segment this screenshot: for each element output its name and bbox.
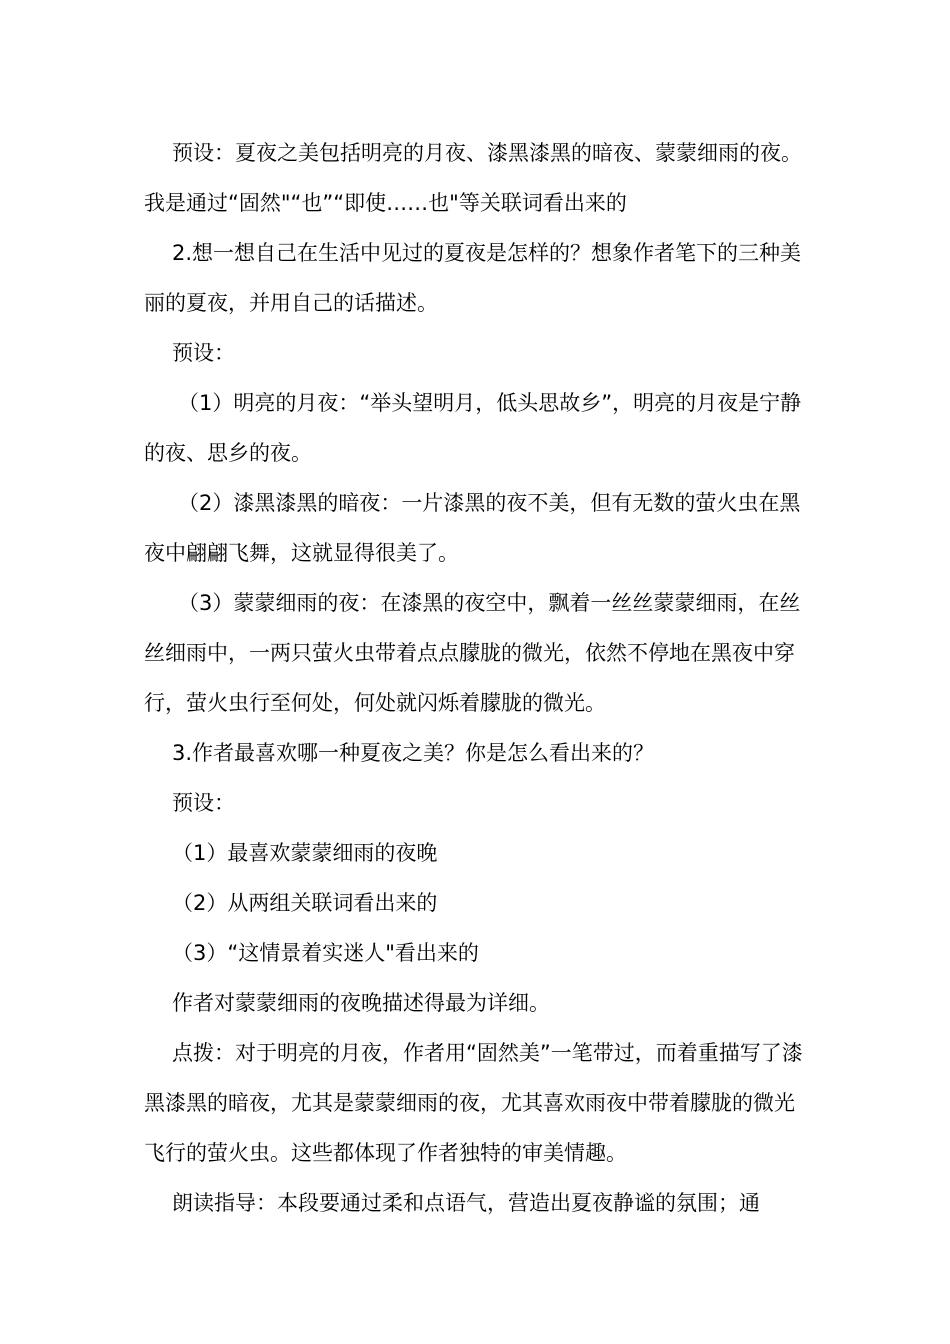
paragraph-answer-2: （2）从两组关联词看出来的	[172, 891, 438, 915]
paragraph-answer-1: （1）最喜欢蒙蒙细雨的夜晚	[172, 841, 438, 865]
paragraph-dark-night: （2）漆黑漆黑的暗夜：一片漆黑的夜不美，但有无数的萤火虫在黑夜中翩翩飞舞，这就显得很美了。	[144, 491, 801, 565]
document-body	[144, 128, 808, 1228]
paragraph-question-2: 2.想一想自己在生活中见过的夏夜是怎样的？想象作者笔下的三种美丽的夏夜，并用自己的话描述。	[144, 241, 802, 315]
paragraph-answer-3: （3）“这情景着实迷人"看出来的	[172, 941, 479, 965]
paragraph-drizzle-night: （3）蒙蒙细雨的夜：在漆黑的夜空中，飘着一丝丝蒙蒙细雨，在丝丝细雨中，一两只萤火虫带着点点朦胧的微光，依然不停地在黑夜中穿行，萤火虫行至何处，何处就闪烁着朦胧的微光。	[144, 591, 801, 715]
paragraph-moonlit-night: （1）明亮的月夜：“举头望明月，低头思故乡”，明亮的月夜是宁静的夜、思乡的夜。	[144, 391, 802, 465]
paragraph-reading-guide: 朗读指导：本段要通过柔和点语气，营造出夏夜静谧的氛围；通	[172, 1191, 760, 1215]
paragraph-preset-summary: 预设：夏夜之美包括明亮的月夜、漆黑漆黑的暗夜、蒙蒙细雨的夜。我是通过“固然"“也”“即使……也"等关联词看出来的	[144, 141, 802, 215]
paragraph-guidance: 点拨：对于明亮的月夜，作者用“固然美”一笔带过，而着重描写了漆黑漆黑的暗夜，尤其是蒙蒙细雨的夜，尤其喜欢雨夜中带着朦胧的微光飞行的萤火虫。这些都体现了作者独特的审美情趣。	[144, 1041, 803, 1165]
paragraph-question-3: 3.作者最喜欢哪一种夏夜之美？你是怎么看出来的？	[172, 741, 655, 765]
paragraph-detail-note: 作者对蒙蒙细雨的夜晚描述得最为详细。	[172, 991, 550, 1015]
paragraph-preset-label-2: 预设：	[172, 791, 235, 815]
paragraph-preset-label: 预设：	[172, 341, 235, 365]
